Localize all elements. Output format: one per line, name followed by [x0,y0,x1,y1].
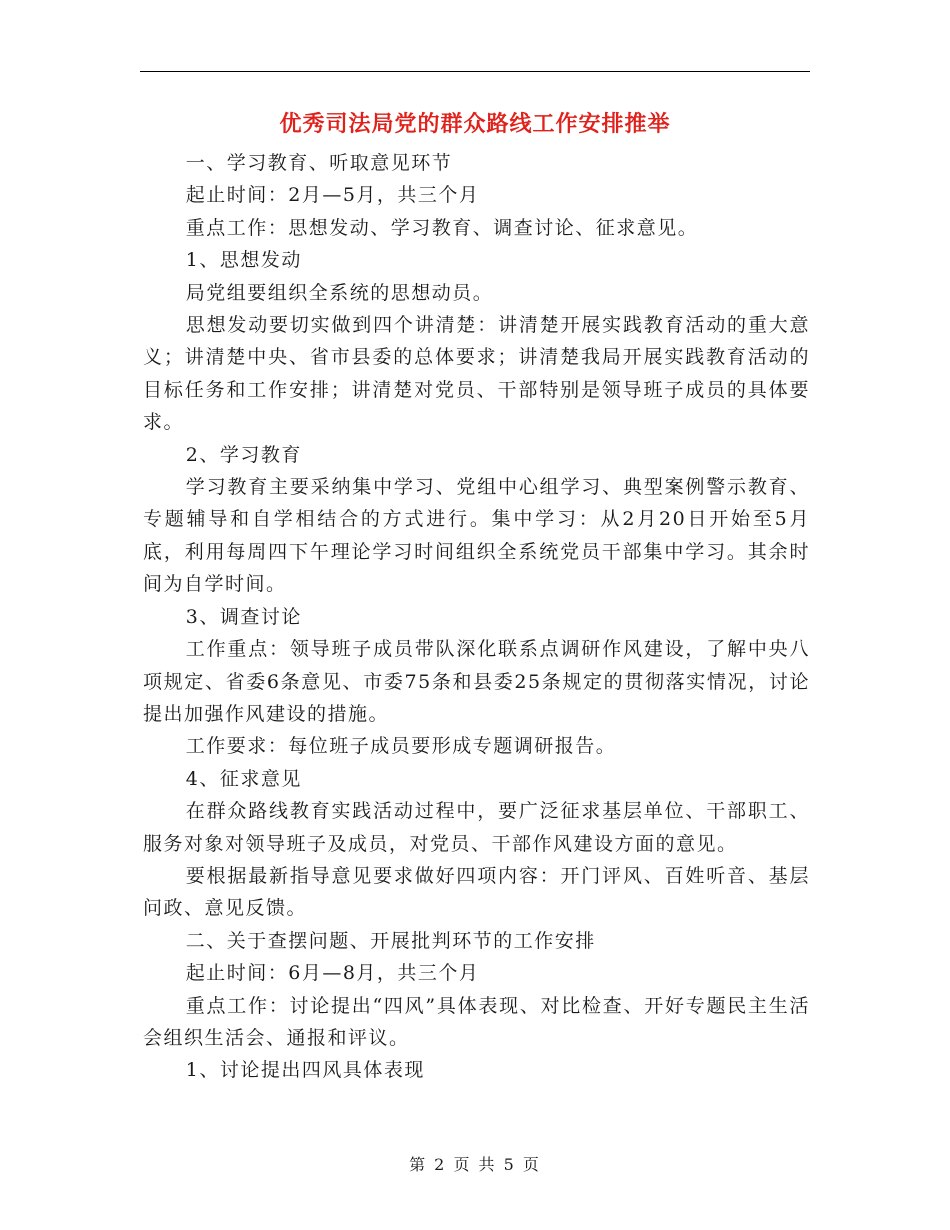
paragraph: 工作要求：每位班子成员要形成专题调研报告。 [185,735,617,758]
section-heading-2: 二、关于查摆问题、开展批判环节的工作安排 [185,929,596,952]
page-number-footer: 第 2 页 共 5 页 [409,1155,541,1174]
paragraph: 工作重点：领导班子成员带队深化联系点调研作风建设，了解中央八项规定、省委6条意见、市委75条和县委25条规定的贯彻落实情况，讨论提出加强作风建设的措施。 [143,638,810,725]
subheading-investigation: 3、调查讨论 [185,605,302,628]
document-body [143,147,810,1087]
paragraph: 要根据最新指导意见要求做好四项内容：开门评风、百姓听音、基层问政、意见反馈。 [143,864,810,920]
header-rule [140,71,810,72]
paragraph-key-work-2: 重点工作：讨论提出“四风”具体表现、对比检查、开好专题民主生活会组织生活会、通报和评议。 [143,994,810,1049]
document-title: 优秀司法局党的群众路线工作安排推举 [279,111,671,137]
paragraph: 局党组要组织全系统的思想动员。 [185,281,494,304]
paragraph-period-2: 起止时间：6月—8月，共三个月 [185,962,480,985]
paragraph-key-work-1: 重点工作：思想发动、学习教育、调查讨论、征求意见。 [185,216,699,239]
paragraph-period-1: 起止时间：2月—5月，共三个月 [185,184,480,207]
subheading-mobilization: 1、思想发动 [185,249,302,272]
paragraph: 学习教育主要采纳集中学习、党组中心组学习、典型案例警示教育、专题辅导和自学相结合的方式进行。集中学习：从2月20日开始至5月底，利用每周四下午理论学习时间组织全系统党员干部集中学习。其余时间为自学时间。 [143,476,810,596]
subheading-opinions: 4、征求意见 [185,767,302,790]
paragraph: 在群众路线教育实践活动过程中，要广泛征求基层单位、干部职工、服务对象对领导班子及成员，对党员、干部作风建设方面的意见。 [143,800,810,855]
section-heading-1: 一、学习教育、听取意见环节 [185,152,453,174]
subheading-four-winds: 1、讨论提出四风具体表现 [185,1059,425,1082]
subheading-study: 2、学习教育 [185,443,302,466]
paragraph: 思想发动要切实做到四个讲清楚：讲清楚开展实践教育活动的重大意义；讲清楚中央、省市县委的总体要求；讲清楚我局开展实践教育活动的目标任务和工作安排；讲清楚对党员、干部特别是领导班子成员的具体要求。 [143,314,810,434]
